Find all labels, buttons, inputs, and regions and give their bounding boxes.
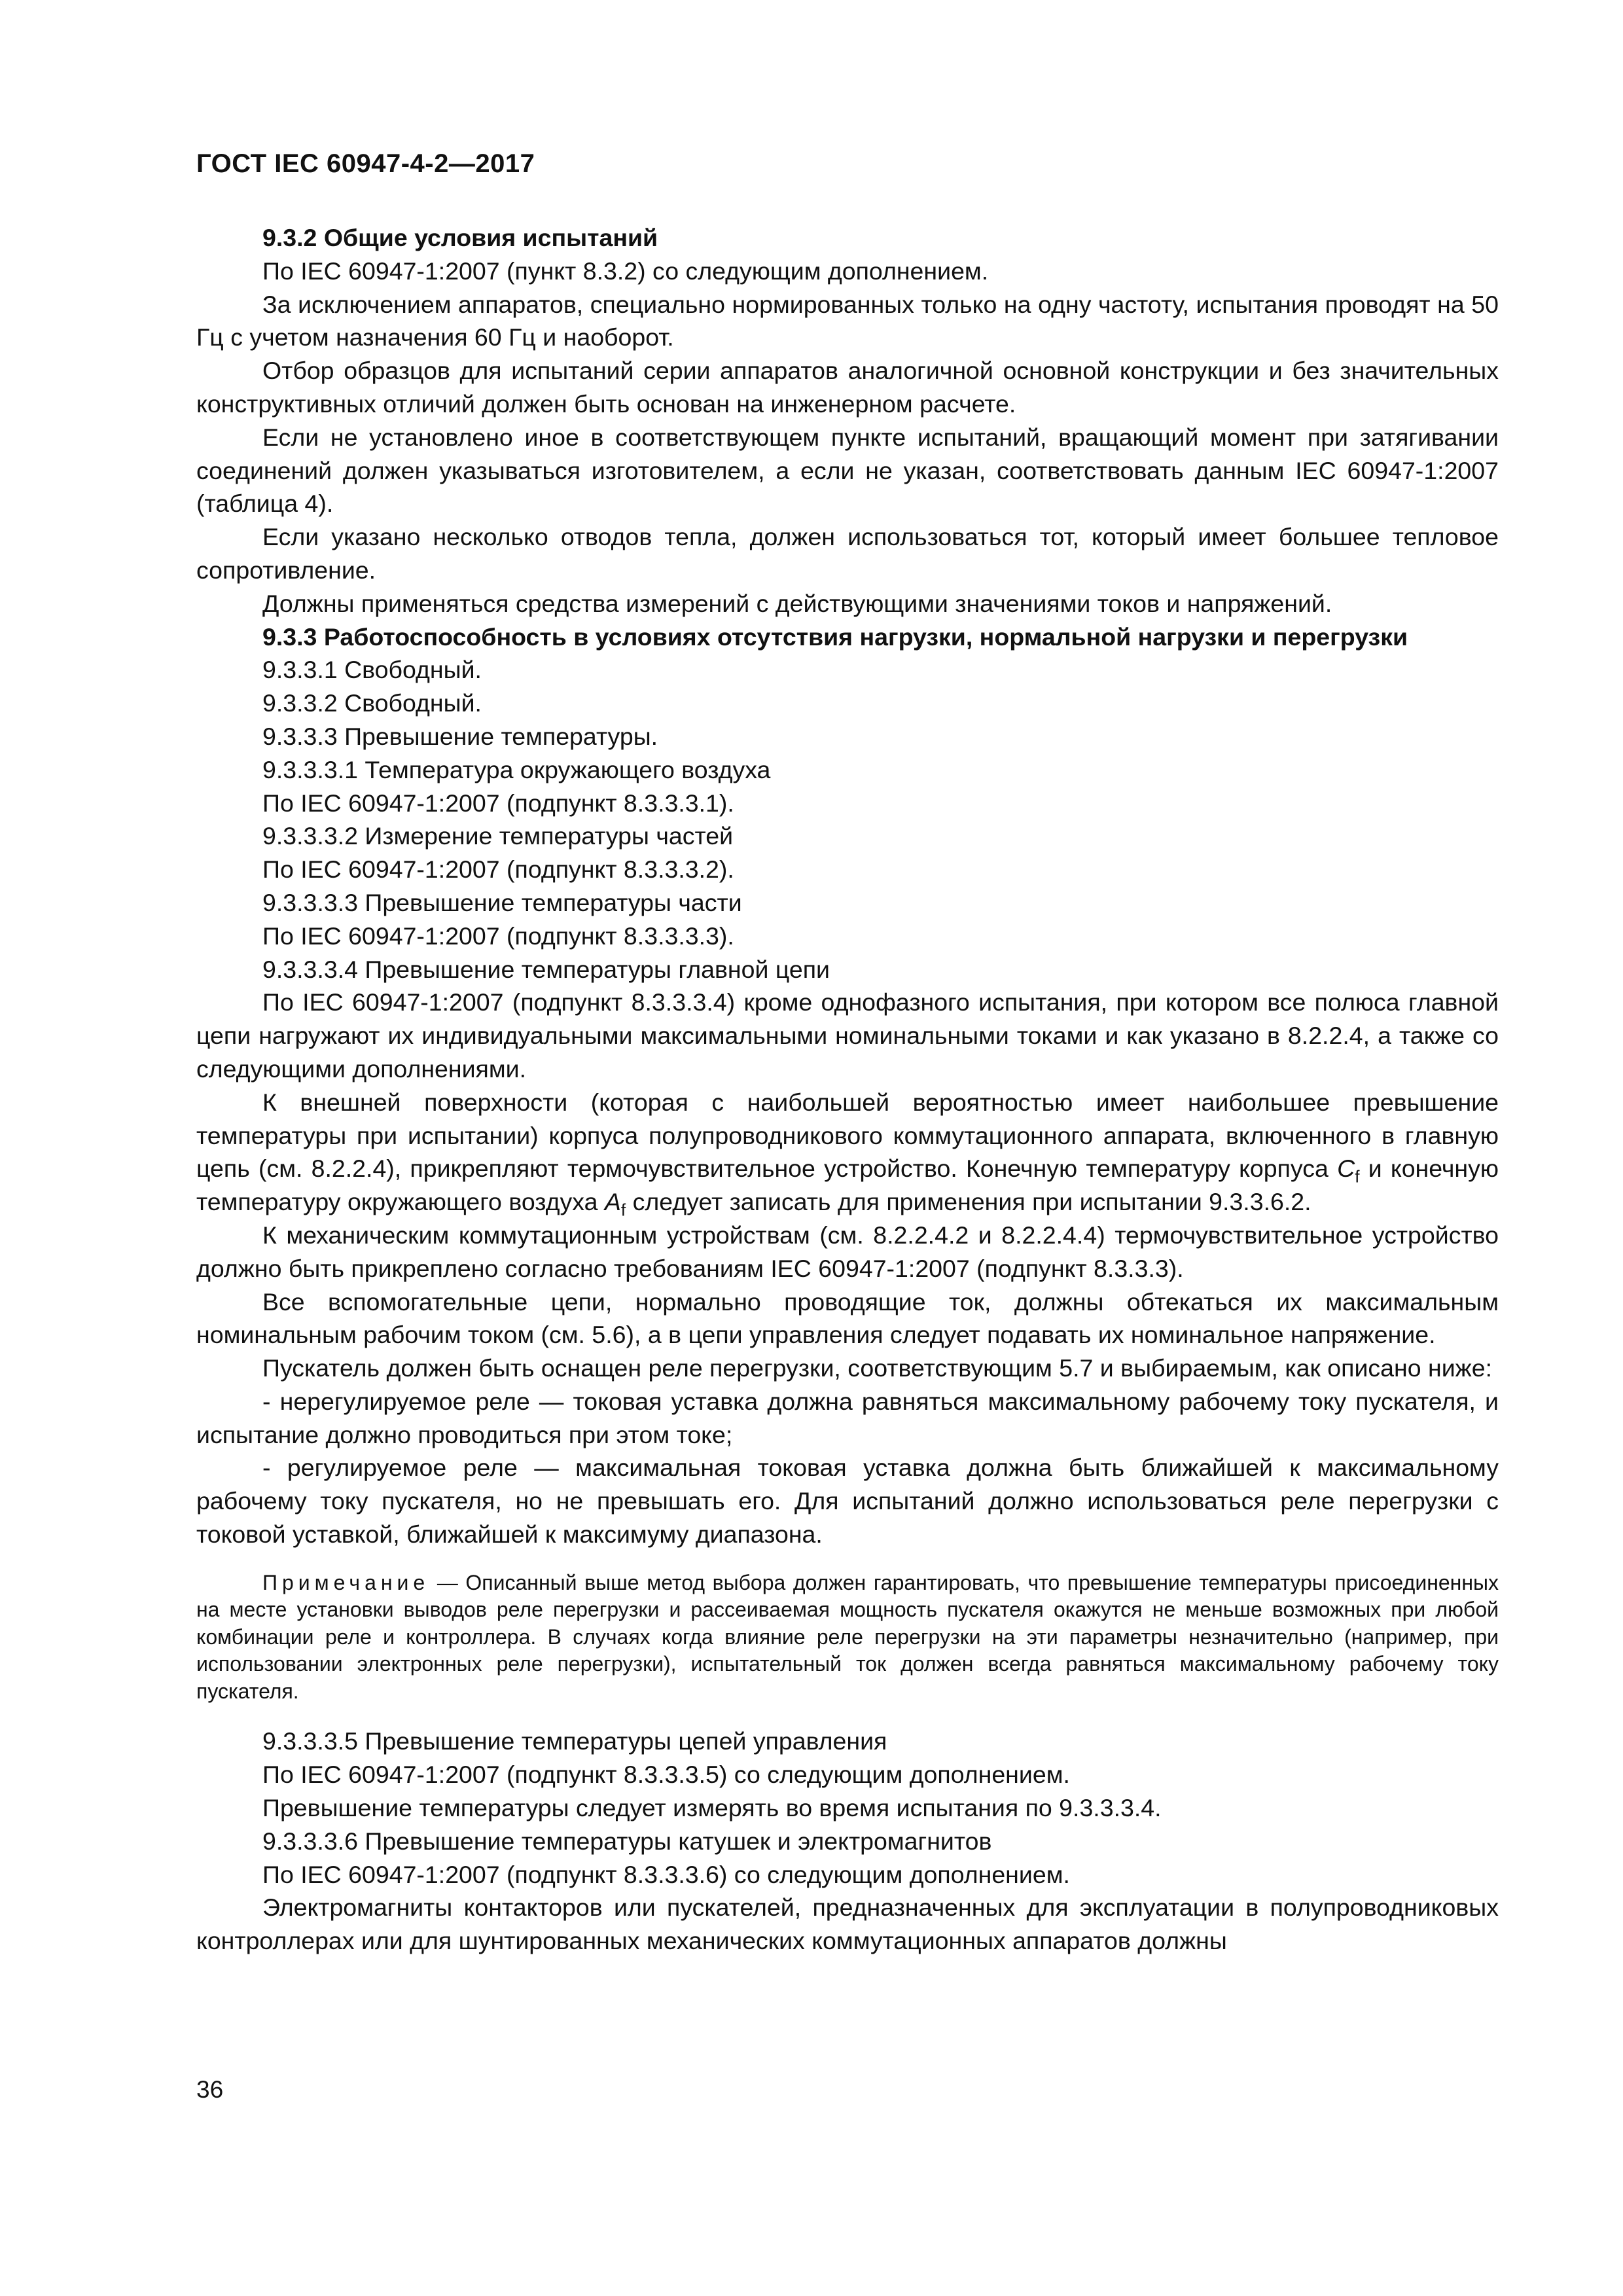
cf-paragraph-part1: К внешней поверхности (которая с наибольшей вероятностью имеет наибольшее превышение температуры при испытании) корпуса полупроводникового коммутационного аппарата, включенного в главную цепь (см. 8.2.2.4), прикрепляют термочувствительное устройство. Конечную температуру корпуса [196,1088,1499,1183]
var-c: C [1337,1155,1355,1183]
paragraph: По IEC 60947-1:2007 (подпункт 8.3.3.3.5) со следующим дополнением. [262,1761,1070,1789]
paragraph: Если не установлено иное в соответствующем пункте испытаний, вращающий момент при затягивании соединений должен указываться изготовителем, а если не указан, соответствовать данным IEC 60947-1:2007 (таблица 4). [196,423,1499,518]
note-block [196,1570,1499,1706]
paragraph: По IEC 60947-1:2007 (подпункт 8.3.3.3.4) кроме однофазного испытания, при котором все полюса главной цепи нагружают их индивидуальными максимальными номинальными токами и как указано в 8.2.2.4, а также со следующими дополнениями. [196,988,1499,1083]
paragraph: 9.3.3.3.6 Превышение температуры катушек и электромагнитов [262,1827,992,1855]
paragraph: Электромагниты контакторов или пускателей, предназначенных для эксплуатации в полупроводниковых контроллерах или для шунтированных механических коммутационных аппаратов должны [196,1893,1499,1955]
paragraph: По IEC 60947-1:2007 (подпункт 8.3.3.3.1). [262,789,734,817]
paragraph: По IEC 60947-1:2007 (пункт 8.3.2) со следующим дополнением. [262,257,989,285]
page-number: 36 [196,2076,224,2103]
paragraph: 9.3.3.3.1 Температура окружающего воздуха [262,755,771,783]
paragraph: По IEC 60947-1:2007 (подпункт 8.3.3.3.6) со следующим дополнением. [262,1860,1070,1888]
note-label: Примечание [262,1570,430,1594]
var-a-subscript: f [620,1200,626,1220]
paragraph: 9.3.3.2 Свободный. [262,689,482,717]
var-c-subscript: f [1355,1166,1360,1187]
paragraph: Если указано несколько отводов тепла, должен использоваться тот, который имеет большее тепловое сопротивление. [196,523,1499,584]
note-text: — Описанный выше метод выбора должен гарантировать, что превышение температуры присоединенных на месте установки выводов реле перегрузки и рассеиваемая мощность пускателя окажутся не меньше возможных при любой комбинации реле и контроллера. В случаях когда влияние реле перегрузки на эти параметры незначительно (например, при использовании электронных реле перегрузки), испытательный ток должен всегда равняться максимальному рабочему току пускателя. [196,1570,1499,1703]
paragraph-group-1 [196,221,1499,1086]
paragraph: 9.3.3.3.4 Превышение температуры главной цепи [262,955,830,983]
paragraph: 9.3.3.3 Превышение температуры. [262,722,658,750]
paragraph: Отбор образцов для испытаний серии аппаратов аналогичной основной конструкции и без значительных конструктивных отличий должен быть основан на инженерном расчете. [196,357,1499,418]
cf-paragraph-part3: следует записать для применения при испытании 9.3.3.6.2. [626,1188,1311,1216]
section-heading: 9.3.3 Работоспособность в условиях отсутствия нагрузки, нормальной нагрузки и перегрузки [262,622,1408,651]
paragraph: Превышение температуры следует измерять во время испытания по 9.3.3.3.4. [262,1793,1162,1821]
cf-paragraph-part2: и конечную температуру окружающего воздуха [196,1155,1499,1216]
paragraph-case-temperature [196,1086,1499,1219]
section-heading: 9.3.2 Общие условия испытаний [262,224,658,251]
paragraph: 9.3.3.3.5 Превышение температуры цепей управления [262,1727,887,1755]
paragraph: - нерегулируемое реле — токовая уставка должна равняться максимальному рабочему току пускателя, и испытание должно проводиться при этом токе; [196,1387,1499,1448]
paragraph: За исключением аппаратов, специально нормированных только на одну частоту, испытания проводят на 50 Гц с учетом назначения 60 Гц и наоборот. [196,290,1499,351]
paragraph: Должны применяться средства измерений с действующими значениями токов и напряжений. [262,589,1332,617]
paragraph: - регулируемое реле — максимальная токовая уставка должна быть ближайшей к максимальному рабочему току пускателя, но не превышать его. Для испытаний должно использоваться реле перегрузки с токовой уставкой, ближайшей к максимуму диапазона. [196,1454,1499,1549]
paragraph: По IEC 60947-1:2007 (подпункт 8.3.3.3.2). [262,855,734,884]
paragraph: Пускатель должен быть оснащен реле перегрузки, соответствующим 5.7 и выбираемым, как описано ниже: [262,1354,1493,1382]
paragraph: К механическим коммутационным устройствам (см. 8.2.2.4.2 и 8.2.2.4.4) термочувствительное устройство должно быть прикреплено согласно требованиям IEC 60947-1:2007 (подпункт 8.3.3.3). [196,1221,1499,1282]
var-a: A [604,1188,621,1216]
paragraph: По IEC 60947-1:2007 (подпункт 8.3.3.3.3). [262,922,734,950]
paragraph-group-2 [196,1219,1499,1551]
paragraph: 9.3.3.1 Свободный. [262,656,482,684]
paragraph: Все вспомогательные цепи, нормально проводящие ток, должны обтекаться их максимальным номинальным рабочим током (см. 5.6), а в цепи управления следует подавать их номинальное напряжение. [196,1287,1499,1349]
document-header: ГОСТ IEC 60947-4-2—2017 [196,149,535,178]
document-body [196,221,1499,1958]
paragraph: 9.3.3.3.3 Превышение температуры части [262,888,742,916]
paragraph: 9.3.3.3.2 Измерение температуры частей [262,822,734,850]
paragraph-group-3 [196,1725,1499,1958]
